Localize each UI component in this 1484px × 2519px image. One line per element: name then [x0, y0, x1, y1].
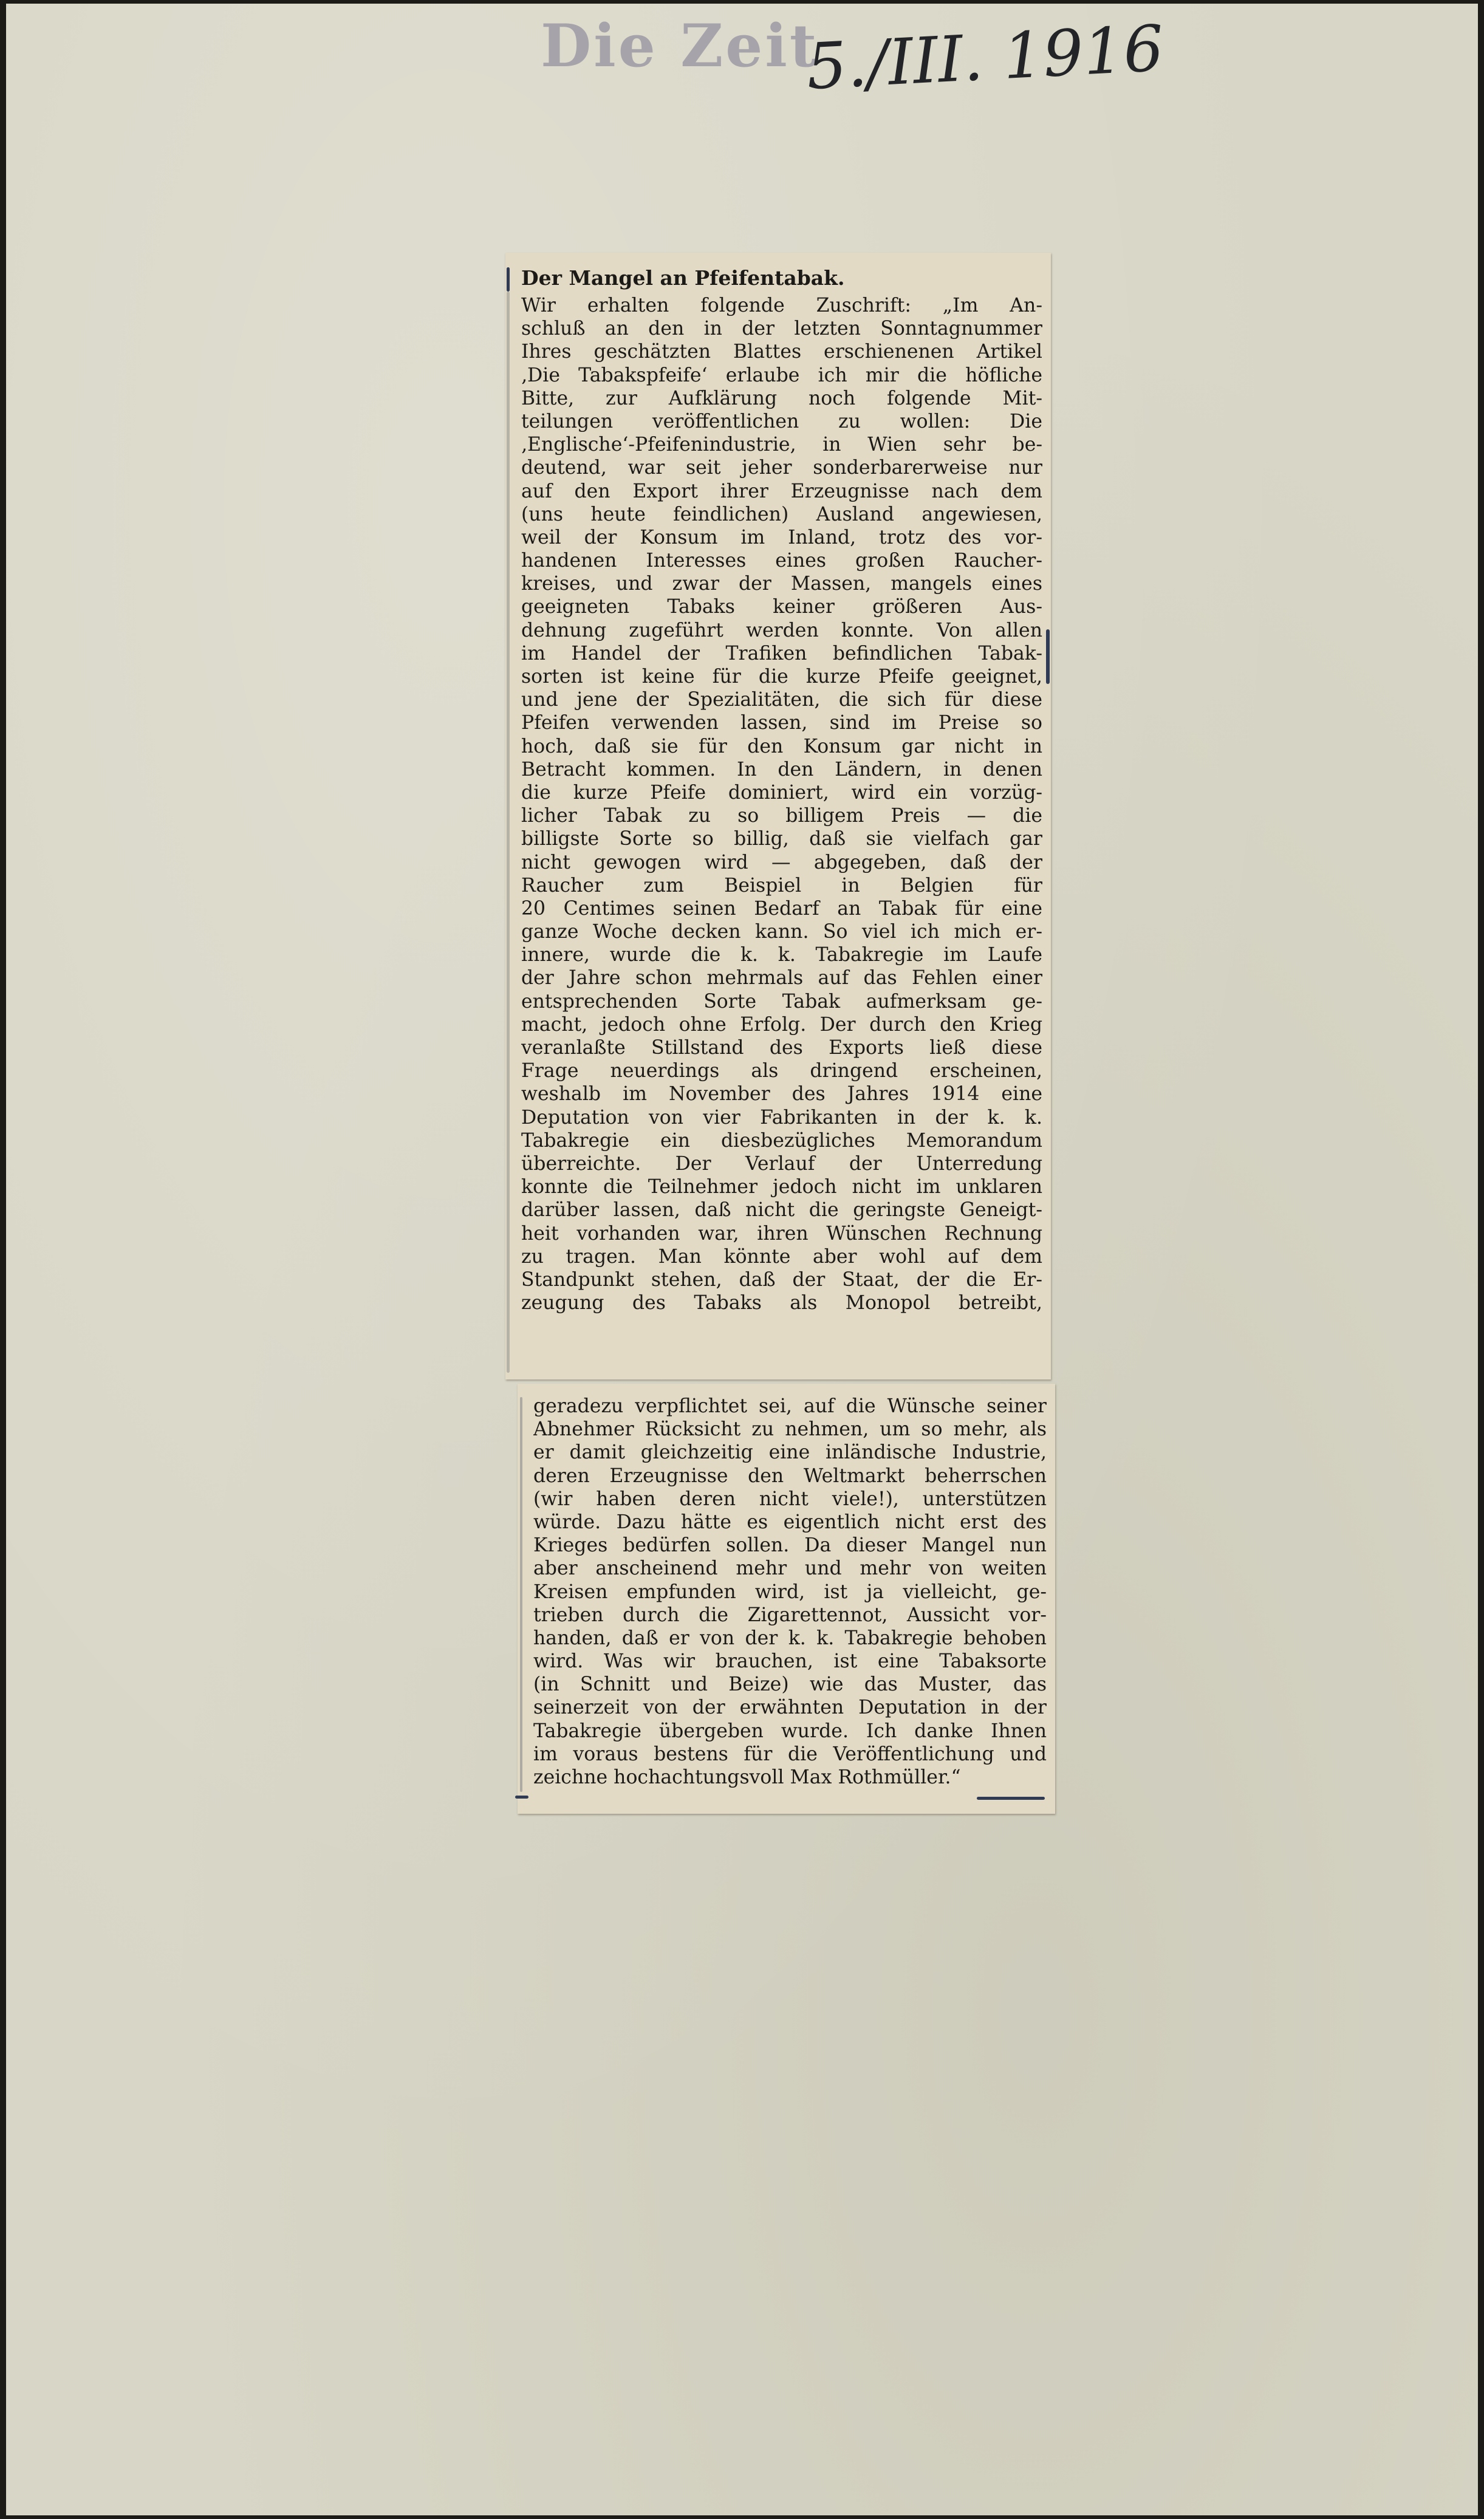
text-line: macht, jedoch ohne Erfolg. Der durch den Krieg: [521, 1013, 1042, 1036]
text-line: Pfeifen verwenden lassen, sind im Preise so: [521, 712, 1042, 734]
text-line: dehnung zugeführt werden konnte. Von allen: [521, 619, 1042, 641]
text-line: zu tragen. Man könnte aber wohl auf dem: [521, 1245, 1042, 1268]
text-line: veranlaßte Stillstand des Exports ließ diese: [521, 1037, 1042, 1059]
text-line: ‚Die Tabakspfeife‘ erlaube ich mir die höfliche: [521, 364, 1042, 386]
text-line: heit vorhanden war, ihren Wünschen Rechnung: [521, 1222, 1042, 1245]
text-line: wird. Was wir brauchen, ist eine Tabaksorte: [533, 1650, 1047, 1673]
text-line: der Jahre schon mehrmals auf das Fehlen einer: [521, 967, 1042, 989]
text-line: aber anscheinend mehr und mehr von weiten: [533, 1557, 1047, 1580]
pencil-mark: [1046, 629, 1050, 684]
text-line: im voraus bestens für die Veröffentlichung und: [533, 1743, 1047, 1765]
article-column-1: [521, 294, 1042, 1314]
text-line: Betracht kommen. In den Ländern, in denen: [521, 758, 1042, 781]
pencil-mark: [515, 1796, 528, 1799]
text-line: weil der Konsum im Inland, trotz des vor-: [521, 526, 1042, 549]
text-line: Bitte, zur Aufklärung noch folgende Mit-: [521, 387, 1042, 409]
text-line: hoch, daß sie für den Konsum gar nicht in: [521, 735, 1042, 757]
article-column-2: [533, 1395, 1047, 1789]
text-line: weshalb im November des Jahres 1914 eine: [521, 1083, 1042, 1106]
article-headline: Der Mangel an Pfeifentabak.: [521, 266, 845, 290]
text-line: geeigneten Tabaks keiner größeren Aus-: [521, 596, 1042, 618]
text-line: (in Schnitt und Beize) wie das Muster, das: [533, 1673, 1047, 1696]
text-line: (wir haben deren nicht viele!), unterstützen: [533, 1488, 1047, 1510]
text-line: schluß an den in der letzten Sonntagnummer: [521, 318, 1042, 340]
text-line: billigste Sorte so billig, daß sie vielfach gar: [521, 828, 1042, 850]
handwritten-date: 5./III. 1916: [804, 11, 1166, 104]
text-line: Ihres geschätzten Blattes erschienenen Artikel: [521, 341, 1042, 363]
text-line: handenen Interesses eines großen Raucher-: [521, 550, 1042, 572]
text-line: Krieges bedürfen sollen. Da dieser Mangel nun: [533, 1534, 1047, 1557]
text-line: Standpunkt stehen, daß der Staat, der die Er-: [521, 1268, 1042, 1291]
text-line: er damit gleichzeitig eine inländische Industrie,: [533, 1441, 1047, 1464]
pencil-mark: [977, 1797, 1045, 1800]
text-line: überreichte. Der Verlauf der Unterredung: [521, 1152, 1042, 1175]
text-line: licher Tabak zu so billigem Preis — die: [521, 805, 1042, 827]
text-line: im Handel der Trafiken befindlichen Tabak-: [521, 642, 1042, 665]
text-line: ‚Englische‘-Pfeifenindustrie, in Wien sehr be-: [521, 434, 1042, 456]
text-line: Tabakregie ein diesbezügliches Memorandum: [521, 1129, 1042, 1152]
pencil-mark: [507, 292, 510, 1373]
text-line: innere, wurde die k. k. Tabakregie im Laufe: [521, 944, 1042, 966]
text-line: Raucher zum Beispiel in Belgien für: [521, 874, 1042, 897]
text-line: Frage neuerdings als dringend erscheinen,: [521, 1060, 1042, 1082]
text-line: teilungen veröffentlichen zu wollen: Die: [521, 410, 1042, 432]
text-line: und jene der Spezialitäten, die sich für diese: [521, 689, 1042, 711]
text-line: sorten ist keine für die kurze Pfeife geeignet,: [521, 666, 1042, 688]
text-line: entsprechenden Sorte Tabak aufmerksam ge-: [521, 990, 1042, 1013]
pencil-mark: [507, 267, 510, 292]
text-line: (uns heute feindlichen) Ausland angewiesen,: [521, 503, 1042, 525]
newspaper-clipping-part-2: [518, 1384, 1055, 1814]
text-line: zeugung des Tabaks als Monopol betreibt,: [521, 1292, 1042, 1314]
newspaper-name-stamp: Die Zeit: [541, 12, 819, 80]
text-line: zeichne hochachtungsvoll Max Rothmüller.“: [533, 1766, 961, 1788]
text-line: deren Erzeugnisse den Weltmarkt beherrschen: [533, 1465, 1047, 1487]
text-line: auf den Export ihrer Erzeugnisse nach dem: [521, 480, 1042, 502]
text-line: Kreisen empfunden wird, ist ja vielleicht, ge-: [533, 1581, 1047, 1603]
newspaper-clipping-part-1: [505, 253, 1051, 1379]
text-line: kreises, und zwar der Massen, mangels eines: [521, 573, 1042, 595]
text-line: konnte die Teilnehmer jedoch nicht im unklaren: [521, 1176, 1042, 1198]
text-line: darüber lassen, daß nicht die geringste Geneigt-: [521, 1199, 1042, 1222]
text-line: handen, daß er von der k. k. Tabakregie behoben: [533, 1627, 1047, 1649]
text-line: die kurze Pfeife dominiert, wird ein vorzüg-: [521, 781, 1042, 804]
text-line: ganze Woche decken kann. So viel ich mich er-: [521, 921, 1042, 943]
text-line: Deputation von vier Fabrikanten in der k. k.: [521, 1106, 1042, 1129]
text-line: deutend, war seit jeher sonderbarerweise nur: [521, 457, 1042, 479]
text-line: seinerzeit von der erwähnten Deputation in der: [533, 1697, 1047, 1719]
text-line: 20 Centimes seinen Bedarf an Tabak für eine: [521, 897, 1042, 920]
text-line: Abnehmer Rücksicht zu nehmen, um so mehr, als: [533, 1418, 1047, 1441]
text-line: Wir erhalten folgende Zuschrift: „Im An-: [521, 295, 1042, 316]
text-line: Tabakregie übergeben wurde. Ich danke Ihnen: [533, 1720, 1047, 1742]
pencil-mark: [520, 1397, 522, 1792]
text-line: geradezu verpflichtet sei, auf die Wünsche seiner: [533, 1395, 1047, 1417]
text-line: trieben durch die Zigarettennot, Aussicht vor-: [533, 1604, 1047, 1626]
archive-sheet: [6, 4, 1478, 2515]
text-line: nicht gewogen wird — abgegeben, daß der: [521, 851, 1042, 873]
text-line: würde. Dazu hätte es eigentlich nicht erst des: [533, 1511, 1047, 1533]
